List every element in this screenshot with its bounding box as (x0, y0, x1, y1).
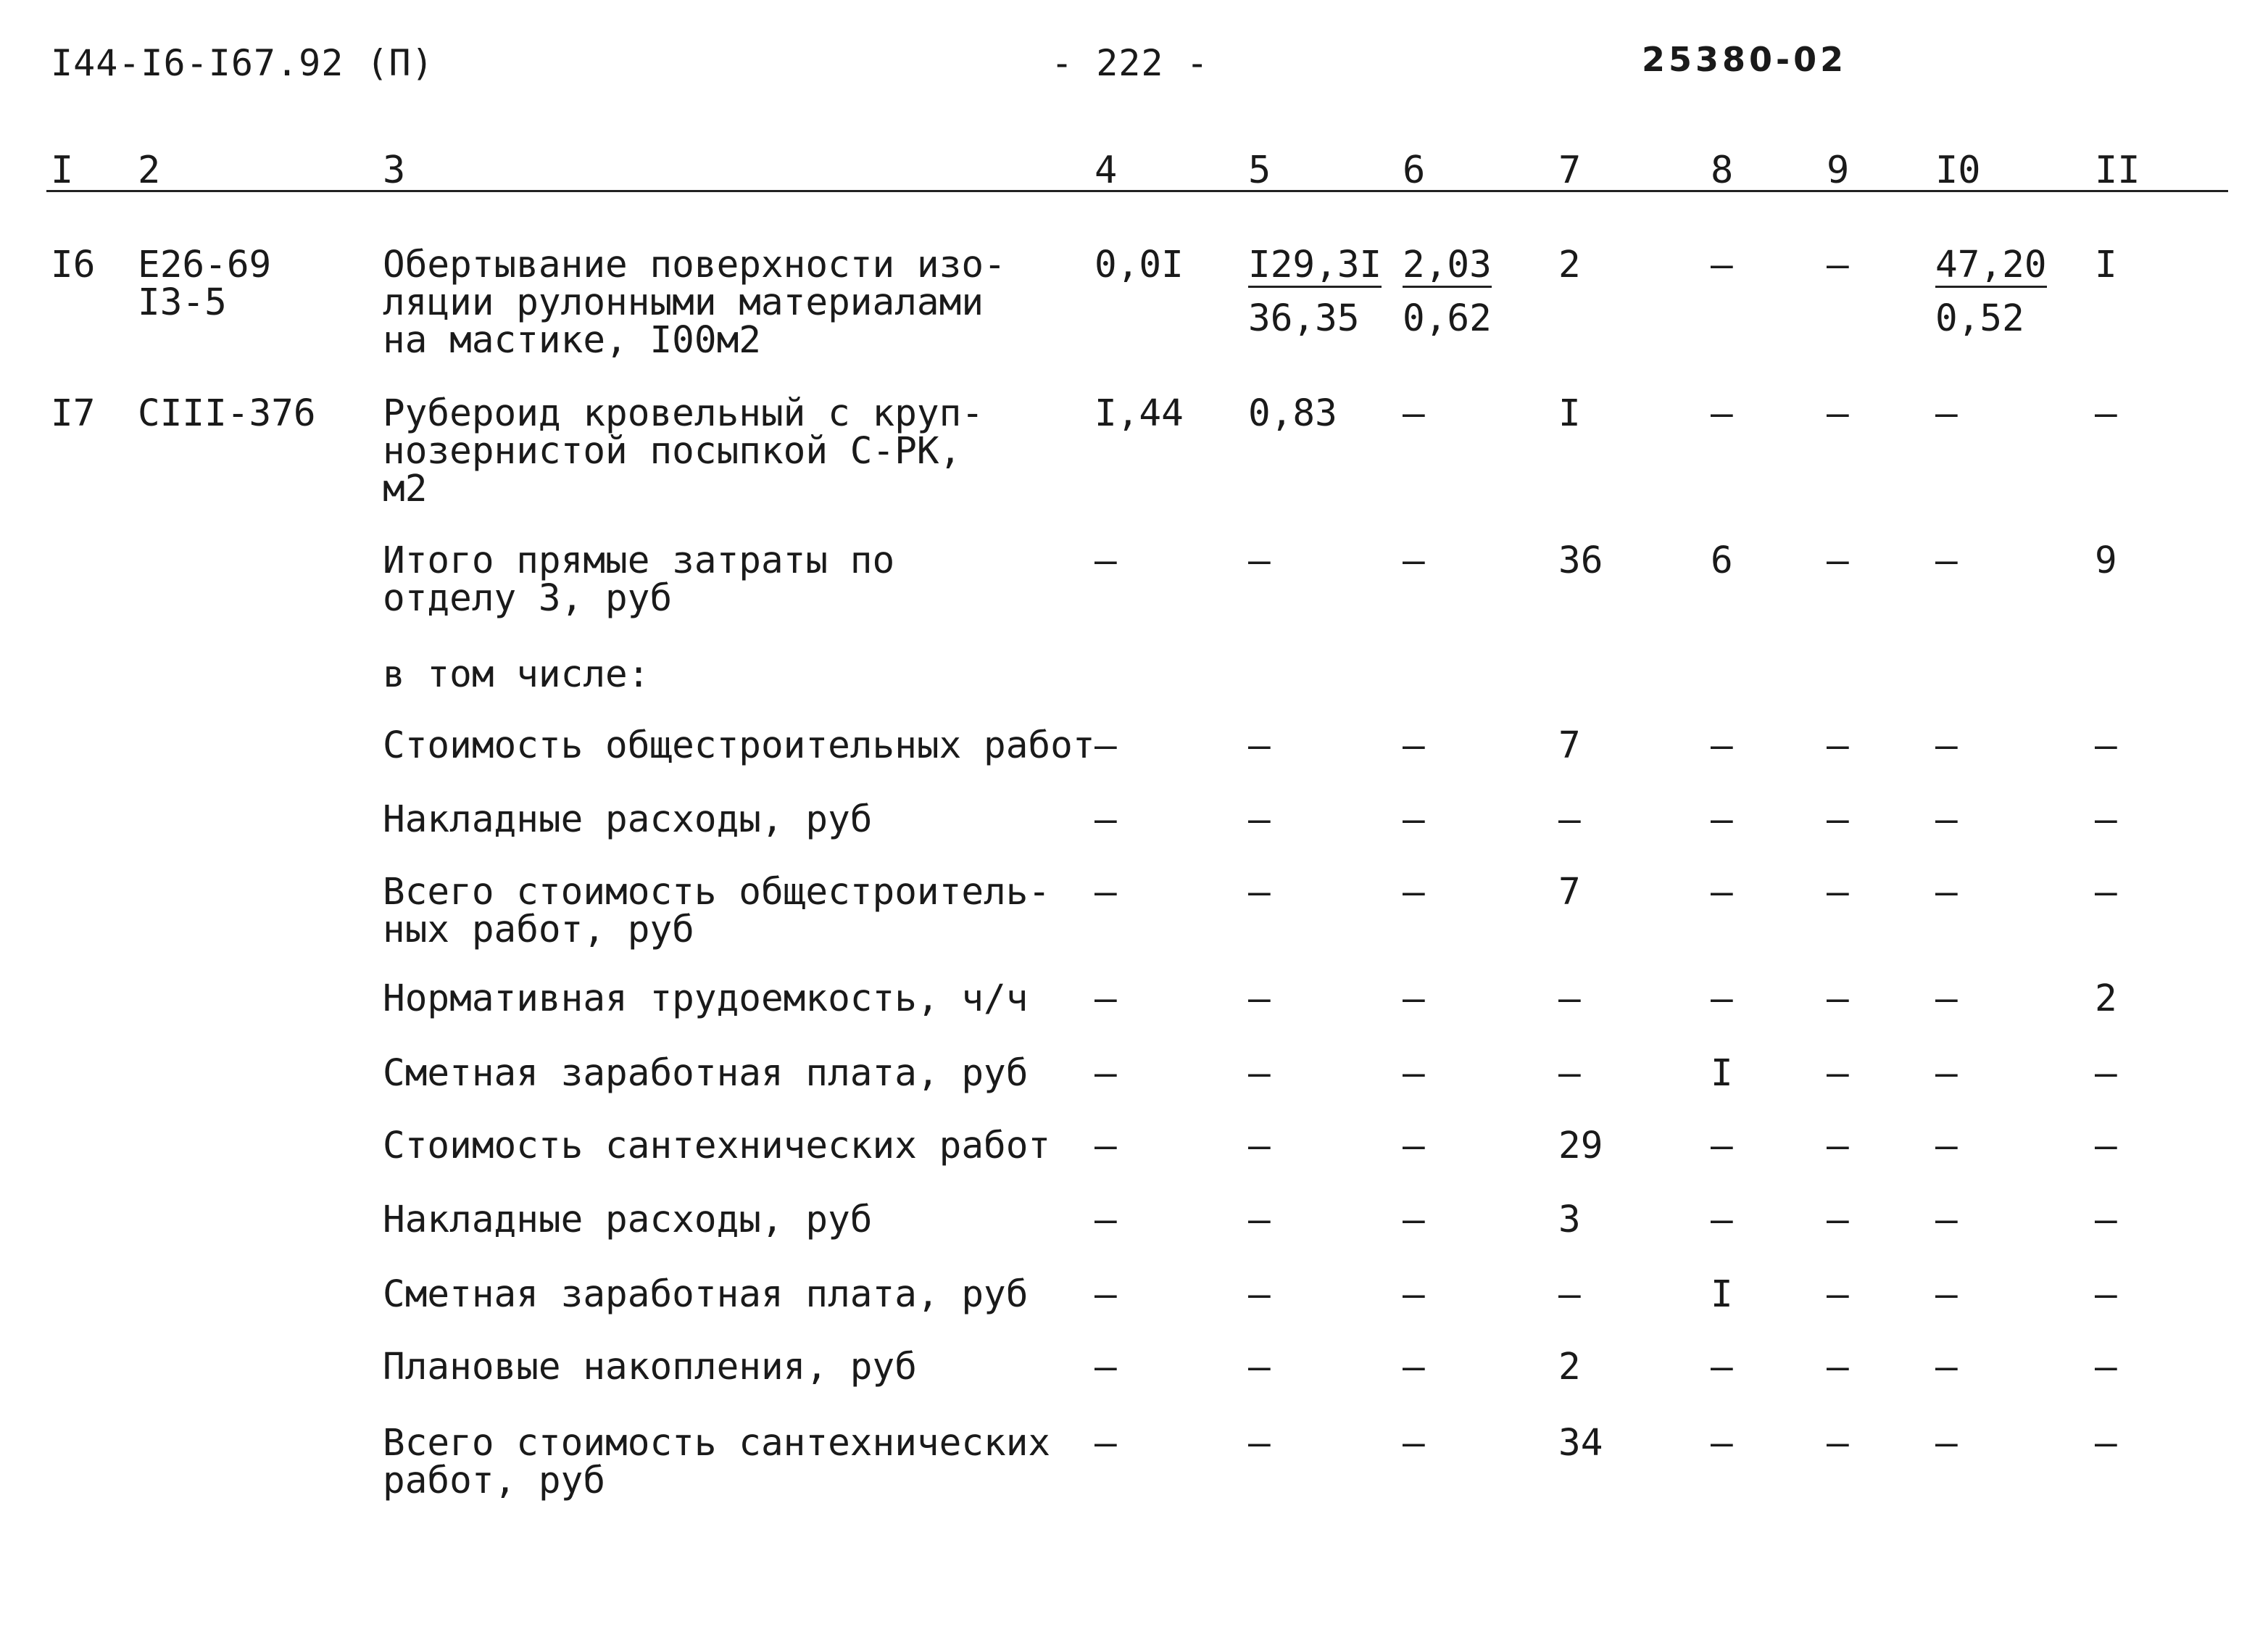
header-rule (46, 190, 2228, 192)
cell-c7: – (1558, 977, 1581, 1020)
cell-c4: – (1094, 1422, 1117, 1465)
cell-c10: – (1935, 1273, 1958, 1316)
cell-desc: в том числе: (383, 653, 650, 696)
cell-desc: Накладные расходы, руб (383, 1198, 873, 1241)
cell-c7: 36 (1558, 539, 1603, 582)
cell-c6: – (1403, 1125, 1425, 1167)
cell-desc: Нормативная трудоемкость, ч/ч (383, 977, 1029, 1020)
cell-c9: – (1827, 977, 1849, 1020)
cell-c9: – (1827, 724, 1849, 767)
column-number-3: 3 (383, 149, 406, 192)
cell-c6: – (1403, 1052, 1425, 1095)
cell-c4: – (1094, 1273, 1117, 1316)
cell-c5: – (1248, 1346, 1271, 1388)
cell-c8: – (1711, 244, 1733, 286)
cell-desc: Итого прямые затраты по отделу 3, руб (383, 539, 895, 620)
cell-c7: 7 (1558, 871, 1581, 914)
cell-c9: – (1827, 1198, 1849, 1241)
cell-c6: – (1403, 871, 1425, 914)
cell-c9: – (1827, 871, 1849, 914)
cell-c8: I (1711, 1052, 1733, 1095)
cell-c8: – (1711, 1346, 1733, 1388)
cell-c11: I (2095, 244, 2117, 286)
cell-c5: I29,3I (1248, 244, 1382, 286)
cell-c8: – (1711, 1125, 1733, 1167)
column-number-9: 9 (1827, 149, 1850, 192)
cell-c5: – (1248, 871, 1271, 914)
cell-c6: – (1403, 1273, 1425, 1316)
cell-c5: – (1248, 539, 1271, 582)
cell-c5b: 36,35 (1248, 297, 1360, 340)
cell-num: I7 (51, 392, 96, 435)
cell-c7: I (1558, 392, 1581, 435)
cell-c11: – (2095, 1346, 2117, 1388)
cell-c5: – (1248, 1125, 1271, 1167)
cell-c11: – (2095, 1125, 2117, 1167)
cell-c10: 47,20 (1935, 244, 2047, 286)
cell-c4: – (1094, 1125, 1117, 1167)
cell-desc: Плановые накопления, руб (383, 1346, 917, 1388)
cell-desc: Всего стоимость общестроитель- ных работ, руб (383, 871, 1051, 951)
stamp-number: 25380-02 (1642, 40, 1848, 79)
cell-c10: – (1935, 1346, 1958, 1388)
cell-c8: – (1711, 977, 1733, 1020)
cell-c11: – (2095, 1198, 2117, 1241)
cell-c8: I (1711, 1273, 1733, 1316)
cell-c9: – (1827, 1125, 1849, 1167)
cell-c10: – (1935, 1125, 1958, 1167)
cell-c10: – (1935, 1422, 1958, 1465)
cell-desc: Всего стоимость сантехнических работ, руб (383, 1422, 1051, 1502)
cell-c6: – (1403, 1422, 1425, 1465)
cell-desc: Накладные расходы, руб (383, 798, 873, 841)
cell-c7: 3 (1558, 1198, 1581, 1241)
cell-c10: – (1935, 1052, 1958, 1095)
column-number-5: 5 (1248, 149, 1271, 192)
document-code: I44-I6-I67.92 (П) (51, 42, 434, 84)
cell-c5: – (1248, 798, 1271, 841)
cell-c6: – (1403, 724, 1425, 767)
cell-c7: 34 (1558, 1422, 1603, 1465)
cell-c11: – (2095, 724, 2117, 767)
cell-c6: – (1403, 539, 1425, 582)
cell-c5: 0,83 (1248, 392, 1337, 435)
cell-c8: – (1711, 1422, 1733, 1465)
cell-c9: – (1827, 1273, 1849, 1316)
cell-c10: – (1935, 1198, 1958, 1241)
cell-c6b: 0,62 (1403, 297, 1492, 340)
cell-c6: – (1403, 1346, 1425, 1388)
cell-c6: 2,03 (1403, 244, 1492, 286)
cell-c8: 6 (1711, 539, 1733, 582)
cell-c5: – (1248, 724, 1271, 767)
cell-c9: – (1827, 798, 1849, 841)
cell-c5: – (1248, 1052, 1271, 1095)
cell-c11: – (2095, 798, 2117, 841)
cell-desc: Рубероид кровельный с круп- нозернистой посыпкой С-РК, м2 (383, 392, 984, 510)
cell-c4: – (1094, 539, 1117, 582)
cell-c6: – (1403, 1198, 1425, 1241)
cell-code: СIII-376 (138, 392, 316, 435)
cell-c8: – (1711, 724, 1733, 767)
column-number-1: I (51, 149, 74, 192)
column-number-4: 4 (1094, 149, 1118, 192)
page-number: - 222 - (1051, 42, 1209, 84)
cell-c11: – (2095, 1273, 2117, 1316)
cell-c10: – (1935, 539, 1958, 582)
column-number-2: 2 (138, 149, 161, 192)
cell-c5: – (1248, 1422, 1271, 1465)
cell-desc: Сметная заработная плата, руб (383, 1273, 1029, 1316)
cell-c4: – (1094, 1198, 1117, 1241)
cell-c11: – (2095, 1422, 2117, 1465)
cell-c4: – (1094, 1346, 1117, 1388)
cell-c4: – (1094, 977, 1117, 1020)
cell-c11: – (2095, 1052, 2117, 1095)
cell-c7: – (1558, 1052, 1581, 1095)
cell-c10: – (1935, 392, 1958, 435)
cell-c8: – (1711, 1198, 1733, 1241)
cell-c9: – (1827, 1052, 1849, 1095)
cell-c4: 0,0I (1094, 244, 1184, 286)
cell-c8: – (1711, 798, 1733, 841)
cell-c8: – (1711, 871, 1733, 914)
column-number-6: 6 (1403, 149, 1426, 192)
cell-c11: 9 (2095, 539, 2117, 582)
column-number-10: I0 (1935, 149, 1981, 192)
cell-desc: Сметная заработная плата, руб (383, 1052, 1029, 1095)
cell-c9: – (1827, 539, 1849, 582)
cell-c7: 2 (1558, 244, 1581, 286)
cell-c7: 7 (1558, 724, 1581, 767)
cell-c5: – (1248, 1198, 1271, 1241)
cell-c6: – (1403, 392, 1425, 435)
cell-c10: – (1935, 798, 1958, 841)
cell-desc: Обертывание поверхности изо- ляции рулонными материалами на мастике, I00м2 (383, 244, 1006, 362)
cell-c4: – (1094, 871, 1117, 914)
cell-c4: I,44 (1094, 392, 1184, 435)
cell-c10b: 0,52 (1935, 297, 2024, 340)
cell-c7: – (1558, 1273, 1581, 1316)
cell-c5: – (1248, 1273, 1271, 1316)
cell-c7: – (1558, 798, 1581, 841)
cell-c10: – (1935, 977, 1958, 1020)
cell-desc: Стоимость сантехнических работ (383, 1125, 1051, 1167)
cell-c4: – (1094, 724, 1117, 767)
cell-c10: – (1935, 724, 1958, 767)
cell-c9: – (1827, 1346, 1849, 1388)
column-number-7: 7 (1558, 149, 1582, 192)
cell-c10: – (1935, 871, 1958, 914)
cell-c7: 2 (1558, 1346, 1581, 1388)
cell-c4: – (1094, 1052, 1117, 1095)
cell-c4: – (1094, 798, 1117, 841)
cell-num: I6 (51, 244, 96, 286)
cell-c5: – (1248, 977, 1271, 1020)
cell-code: Е26-69 I3-5 (138, 244, 272, 324)
cell-c6: – (1403, 798, 1425, 841)
column-number-8: 8 (1711, 149, 1734, 192)
cell-c11: – (2095, 871, 2117, 914)
column-number-11: II (2095, 149, 2140, 192)
cell-c9: – (1827, 1422, 1849, 1465)
cell-c11: – (2095, 392, 2117, 435)
cell-desc: Стоимость общестроительных работ (383, 724, 1095, 767)
cell-c7: 29 (1558, 1125, 1603, 1167)
cell-c6: – (1403, 977, 1425, 1020)
cell-c9: – (1827, 392, 1849, 435)
cell-c9: – (1827, 244, 1849, 286)
cell-c11: 2 (2095, 977, 2117, 1020)
cell-c8: – (1711, 392, 1733, 435)
